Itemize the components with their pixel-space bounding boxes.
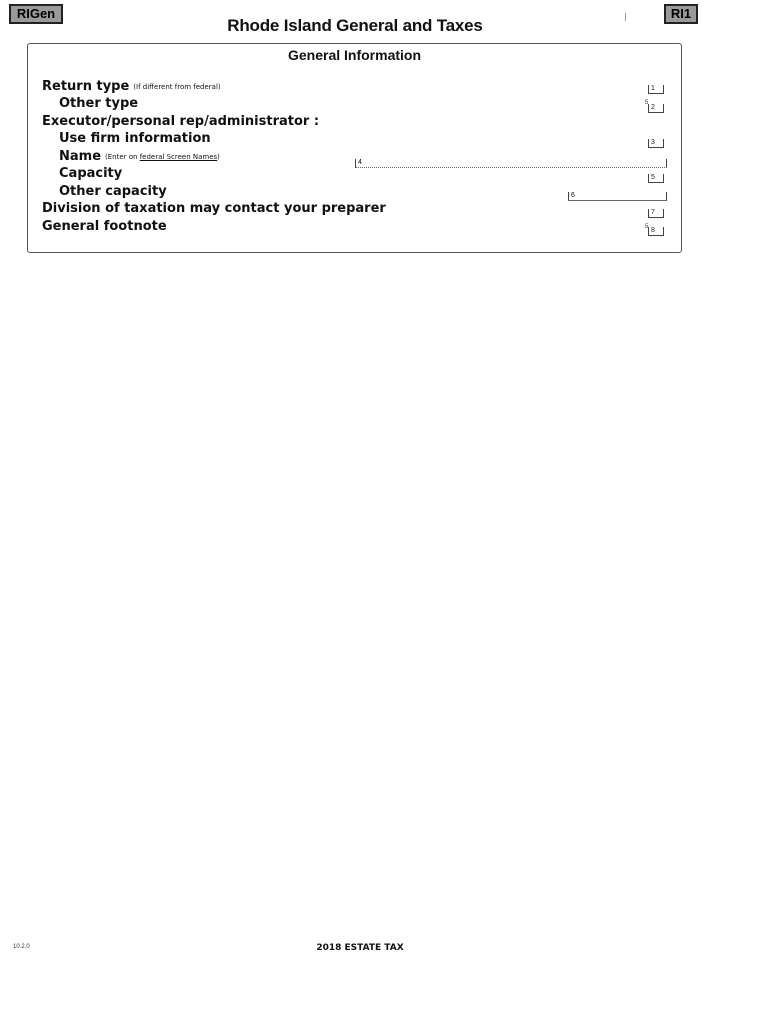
field-number: 4 xyxy=(358,159,362,166)
division-contact-row xyxy=(42,201,386,216)
field-number: 1 xyxy=(651,85,655,92)
name-note-suffix: ) xyxy=(217,153,220,161)
field-number: 2 xyxy=(651,104,655,111)
section-title: General Information xyxy=(287,47,422,63)
field-number: 5 xyxy=(651,174,655,181)
general-footnote-field[interactable] xyxy=(648,227,664,236)
return-type-note: (If different from federal) xyxy=(133,83,221,91)
executor-heading-row xyxy=(42,114,319,129)
form-code-right-badge[interactable]: RI1 xyxy=(664,4,698,24)
field-number: 7 xyxy=(651,209,655,216)
capacity-field[interactable] xyxy=(648,174,664,183)
other-type-label: Other type xyxy=(59,96,139,111)
other-type-field[interactable] xyxy=(648,104,664,113)
other-capacity-label: Other capacity xyxy=(59,184,167,199)
general-information-panel xyxy=(27,43,682,253)
other-capacity-row xyxy=(59,184,167,199)
field-number: 3 xyxy=(651,139,655,146)
return-type-label: Return type xyxy=(42,79,130,94)
general-footnote-marker: 5 xyxy=(645,224,649,230)
federal-screen-names-link[interactable]: federal Screen Names xyxy=(139,153,218,161)
field-number: 8 xyxy=(651,227,655,234)
form-name-footer: 2018 ESTATE TAX xyxy=(316,943,404,953)
return-type-row xyxy=(42,79,221,94)
capacity-row xyxy=(59,166,122,181)
capacity-label: Capacity xyxy=(59,166,123,181)
form-code-left-badge[interactable]: RIGen xyxy=(9,4,63,24)
name-label: Name xyxy=(59,149,102,164)
return-type-field[interactable] xyxy=(648,85,664,94)
name-row xyxy=(59,149,220,164)
version-number: 10.2.0 xyxy=(13,944,30,950)
name-note-prefix: (Enter on xyxy=(105,153,140,161)
executor-heading-label: Executor/personal rep/administrator : xyxy=(42,114,320,129)
other-capacity-field[interactable] xyxy=(568,192,667,201)
division-contact-field[interactable] xyxy=(648,209,664,218)
page-title: Rhode Island General and Taxes xyxy=(227,16,483,35)
other-type-marker: 5 xyxy=(645,100,649,106)
division-contact-label: Division of taxation may contact your preparer xyxy=(42,201,386,216)
name-note xyxy=(105,153,220,161)
field-number: 6 xyxy=(571,192,575,199)
use-firm-information-row xyxy=(59,131,211,146)
use-firm-information-field[interactable] xyxy=(648,139,664,148)
general-footnote-label: General footnote xyxy=(42,219,167,234)
other-type-row xyxy=(59,96,138,111)
use-firm-information-label: Use firm information xyxy=(59,131,211,146)
general-footnote-row xyxy=(42,219,167,234)
name-field[interactable] xyxy=(355,159,667,168)
